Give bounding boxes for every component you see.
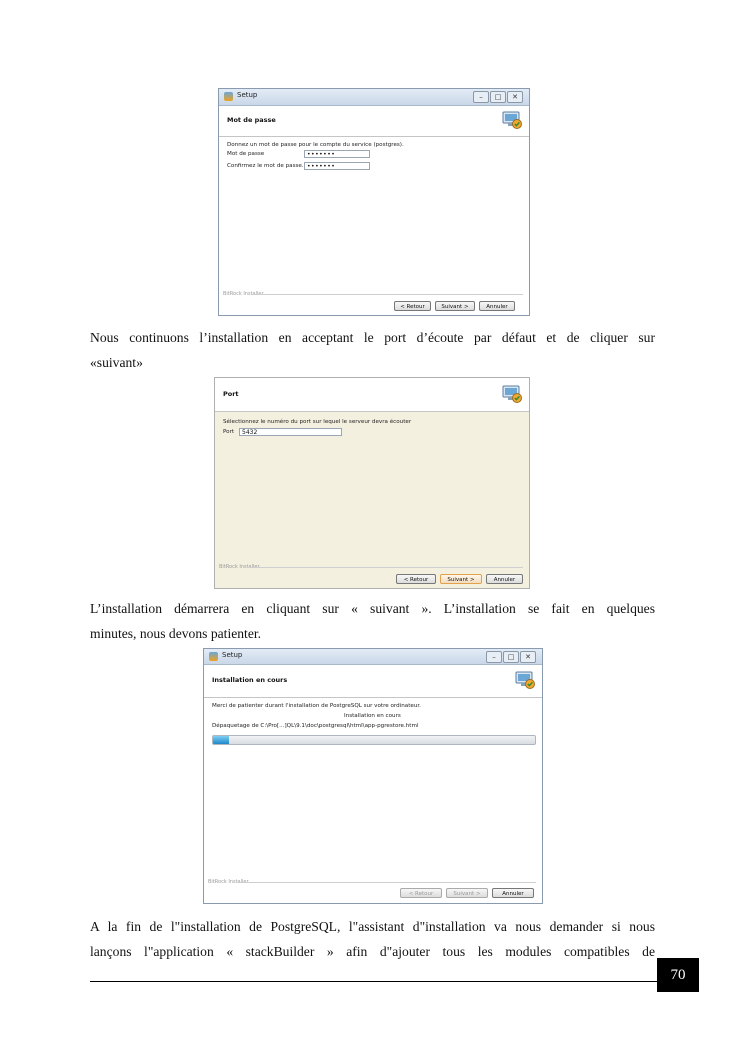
installer-brand: BitRock Installer: [208, 879, 249, 885]
back-button[interactable]: < Retour: [394, 301, 431, 311]
dialog-footer: [215, 562, 529, 588]
paragraph-2: [90, 596, 655, 646]
setup-icon: [209, 652, 218, 661]
close-button[interactable]: ✕: [507, 91, 523, 103]
next-button[interactable]: Suivant >: [440, 574, 482, 584]
paragraph-line: A la fin de l"installation de PostgreSQL, l"assistant d"installation va nous demander si nous: [90, 919, 655, 934]
window-title: Setup: [237, 91, 258, 99]
installer-brand: BitRock Installer: [219, 564, 260, 570]
back-button[interactable]: < Retour: [400, 888, 442, 898]
header-title: Installation en cours: [212, 676, 288, 684]
title-bar: [204, 649, 542, 665]
confirm-password-label: Confirmez le mot de passe.: [227, 163, 304, 169]
paragraph-line: minutes, nous devons patienter.: [90, 626, 262, 641]
installer-brand: BitRock Installer: [223, 291, 264, 297]
header-title: Mot de passe: [227, 116, 276, 124]
computer-icon: [501, 384, 523, 404]
computer-icon: [501, 110, 523, 130]
footer-rule: [90, 981, 657, 982]
confirm-password-field[interactable]: •••••••: [304, 162, 370, 170]
progress-fill: [213, 736, 229, 744]
intro-text: Merci de patienter durant l'installation de PostgreSQL sur votre ordinateur.: [212, 703, 421, 709]
dialog-header: [204, 665, 542, 698]
maximize-button[interactable]: □: [503, 651, 519, 663]
minimize-button[interactable]: –: [473, 91, 489, 103]
dialog-header: [215, 378, 529, 412]
progress-bar: [212, 735, 536, 745]
page-number: 70: [657, 958, 699, 992]
close-button[interactable]: ✕: [520, 651, 536, 663]
intro-text: Donnez un mot de passe pour le compte du service (postgres).: [227, 142, 404, 148]
port-field[interactable]: 5432: [239, 428, 342, 436]
computer-icon: [514, 670, 536, 690]
window-title: Setup: [222, 651, 243, 659]
paragraph-3: [90, 914, 655, 964]
intro-text: Sélectionnez le numéro du port sur lequel le serveur devra écouter: [223, 419, 412, 425]
next-button[interactable]: Suivant >: [446, 888, 488, 898]
dialog-footer: [204, 877, 542, 903]
dialog-header: [219, 106, 529, 137]
paragraph-1: [90, 325, 655, 375]
password-label: Mot de passe: [227, 151, 265, 157]
setup-dialog-password: [218, 88, 530, 316]
paragraph-line: L’installation démarrera en cliquant sur « suivant ». L’installation se fait en quelques: [90, 601, 655, 616]
minimize-button[interactable]: –: [486, 651, 502, 663]
paragraph-line: lançons l"application « stackBuilder » afin d"ajouter tous les modules compatibles de: [90, 944, 655, 959]
title-bar: [219, 89, 529, 106]
maximize-button[interactable]: □: [490, 91, 506, 103]
cancel-button[interactable]: Annuler: [479, 301, 515, 311]
port-label: Port: [223, 429, 235, 435]
password-field[interactable]: •••••••: [304, 150, 370, 158]
header-title: Port: [223, 390, 239, 398]
next-button[interactable]: Suivant >: [435, 301, 475, 311]
status-text: Installation en cours: [344, 713, 401, 719]
paragraph-line: «suivant»: [90, 355, 143, 370]
paragraph-line: Nous continuons l’installation en acceptant le port d’écoute par défaut et de cliquer sur: [90, 330, 655, 345]
cancel-button[interactable]: Annuler: [492, 888, 534, 898]
setup-dialog-installing: [203, 648, 543, 904]
setup-dialog-port: [214, 377, 530, 589]
back-button[interactable]: < Retour: [396, 574, 436, 584]
unpacking-text: Dépaquetage de C:\Pro[...]QL\9.1\doc\postgresql\html\app-pgrestore.html: [212, 723, 419, 729]
dialog-footer: [219, 289, 529, 315]
setup-icon: [224, 92, 233, 101]
cancel-button[interactable]: Annuler: [486, 574, 523, 584]
